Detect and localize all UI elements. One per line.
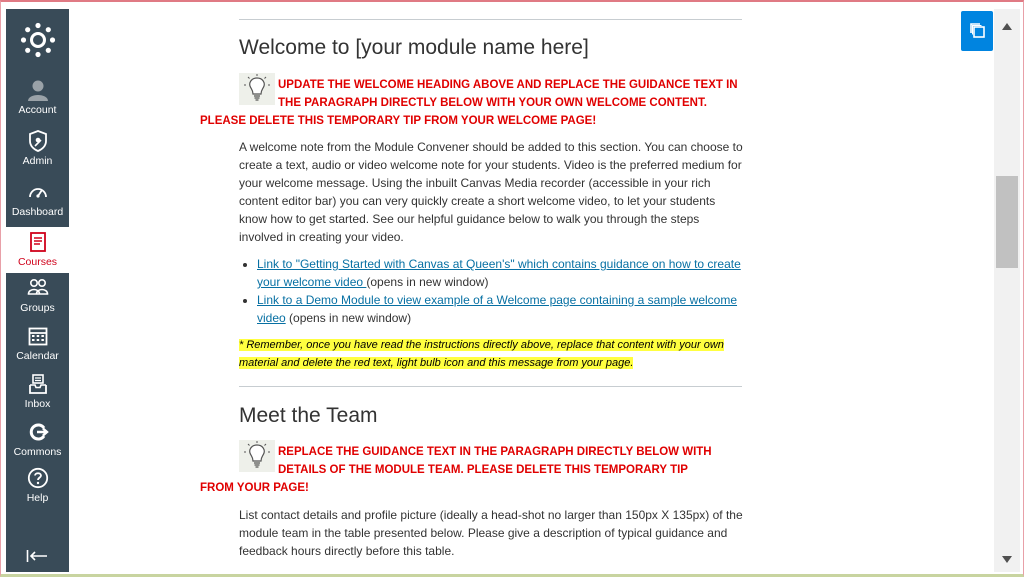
nav-label-account: Account: [18, 104, 57, 116]
nav-groups[interactable]: [6, 277, 69, 325]
copy-pages-icon: [969, 22, 985, 38]
nav-inbox[interactable]: [6, 373, 69, 421]
demo-module-link[interactable]: Link to a Demo Module to view example of a Welcome page containing a sample welcome video: [257, 293, 738, 325]
divider: [239, 386, 742, 387]
team-tip-line3: FROM YOUR PAGE!: [200, 482, 309, 494]
scroll-up-arrow-icon[interactable]: [1002, 23, 1012, 30]
getting-started-link[interactable]: Link to "Getting Started with Canvas at Queen's" which contains guidance on how to create your welcome video: [257, 257, 741, 289]
welcome-tip-line3: PLEASE DELETE THIS TEMPORARY TIP FROM YOUR WELCOME PAGE!: [200, 115, 597, 127]
lightbulb-icon: [239, 73, 275, 105]
nav-calendar[interactable]: [6, 325, 69, 373]
scrollbar-thumb[interactable]: [996, 176, 1018, 268]
welcome-tip-line2: THE PARAGRAPH DIRECTLY BELOW WITH YOUR OWN WELCOME CONTENT.: [278, 97, 707, 109]
help-icon: [27, 467, 49, 489]
nav-account[interactable]: [6, 79, 69, 127]
groups-icon: [27, 277, 49, 299]
nav-label-admin: Admin: [22, 155, 53, 167]
nav-dashboard[interactable]: [6, 181, 69, 229]
global-navigation: [6, 9, 69, 572]
nav-label-dashboard: Dashboard: [11, 206, 64, 218]
nav-help[interactable]: [6, 467, 69, 515]
link-suffix: (opens in new window): [366, 275, 489, 289]
reminder-note: [239, 336, 744, 372]
scroll-down-arrow-icon[interactable]: [1002, 556, 1012, 563]
link-suffix: (opens in new window): [285, 311, 412, 325]
commons-icon: [27, 421, 49, 443]
team-tip-line1: REPLACE THE GUIDANCE TEXT IN THE PARAGRAPH DIRECTLY BELOW WITH: [278, 446, 712, 458]
calendar-icon: [27, 325, 49, 347]
nav-courses[interactable]: [6, 227, 69, 273]
team-heading: Meet the Team: [239, 404, 378, 427]
nav-label-inbox: Inbox: [24, 398, 51, 410]
divider: [239, 19, 742, 20]
welcome-body: A welcome note from the Module Convener should be added to this section. You can choose to create a text, audio or video welcome note for your students. Video is the preferred medium for your welcome message. Using the inbuilt Canvas Media recorder (accessible in your rich content editor bar) you can very quickly create a short welcome video, to let your students know how to get started. See our helpful guidance below to walk you through the steps involved in creating your video.: [239, 140, 743, 244]
inbox-icon: [27, 373, 49, 395]
nav-commons[interactable]: [6, 421, 69, 469]
lightbulb-icon: [239, 440, 275, 472]
list-item: [257, 255, 762, 291]
nav-label-groups: Groups: [20, 302, 55, 314]
team-tip: [200, 443, 744, 497]
nav-admin[interactable]: [6, 130, 69, 178]
vertical-scrollbar[interactable]: [994, 9, 1020, 572]
welcome-heading: Welcome to [your module name here]: [239, 36, 589, 59]
dashboard-gauge-icon: [27, 181, 49, 203]
courses-book-icon: [27, 231, 49, 253]
team-body: List contact details and profile picture (ideally a head-shot no larger than 150px X 135px) of the module team in the table presented below. Please give a description of typical guidance and feedback hours directly before this table.: [239, 508, 743, 558]
welcome-links: [239, 255, 762, 327]
account-icon: [27, 79, 49, 101]
team-tip-line2: DETAILS OF THE MODULE TEAM. PLEASE DELETE THIS TEMPORARY TIP: [278, 464, 688, 476]
admin-shield-icon: [27, 130, 49, 152]
welcome-tip-line1: UPDATE THE WELCOME HEADING ABOVE AND REPLACE THE GUIDANCE TEXT IN: [278, 79, 738, 91]
list-item: [257, 291, 762, 327]
canvas-logo-icon[interactable]: [20, 22, 56, 58]
collapse-nav-icon[interactable]: [26, 549, 48, 563]
nav-label-calendar: Calendar: [16, 350, 59, 362]
nav-label-help: Help: [26, 492, 49, 504]
nav-label-courses: Courses: [17, 256, 58, 268]
reminder-text: * Remember, once you have read the instructions directly above, replace that content with your own material and delete the red text, light bulb icon and this message from your page.: [239, 339, 724, 369]
side-panel-button[interactable]: [961, 11, 993, 51]
welcome-tip: [200, 76, 744, 130]
nav-label-commons: Commons: [13, 446, 62, 458]
